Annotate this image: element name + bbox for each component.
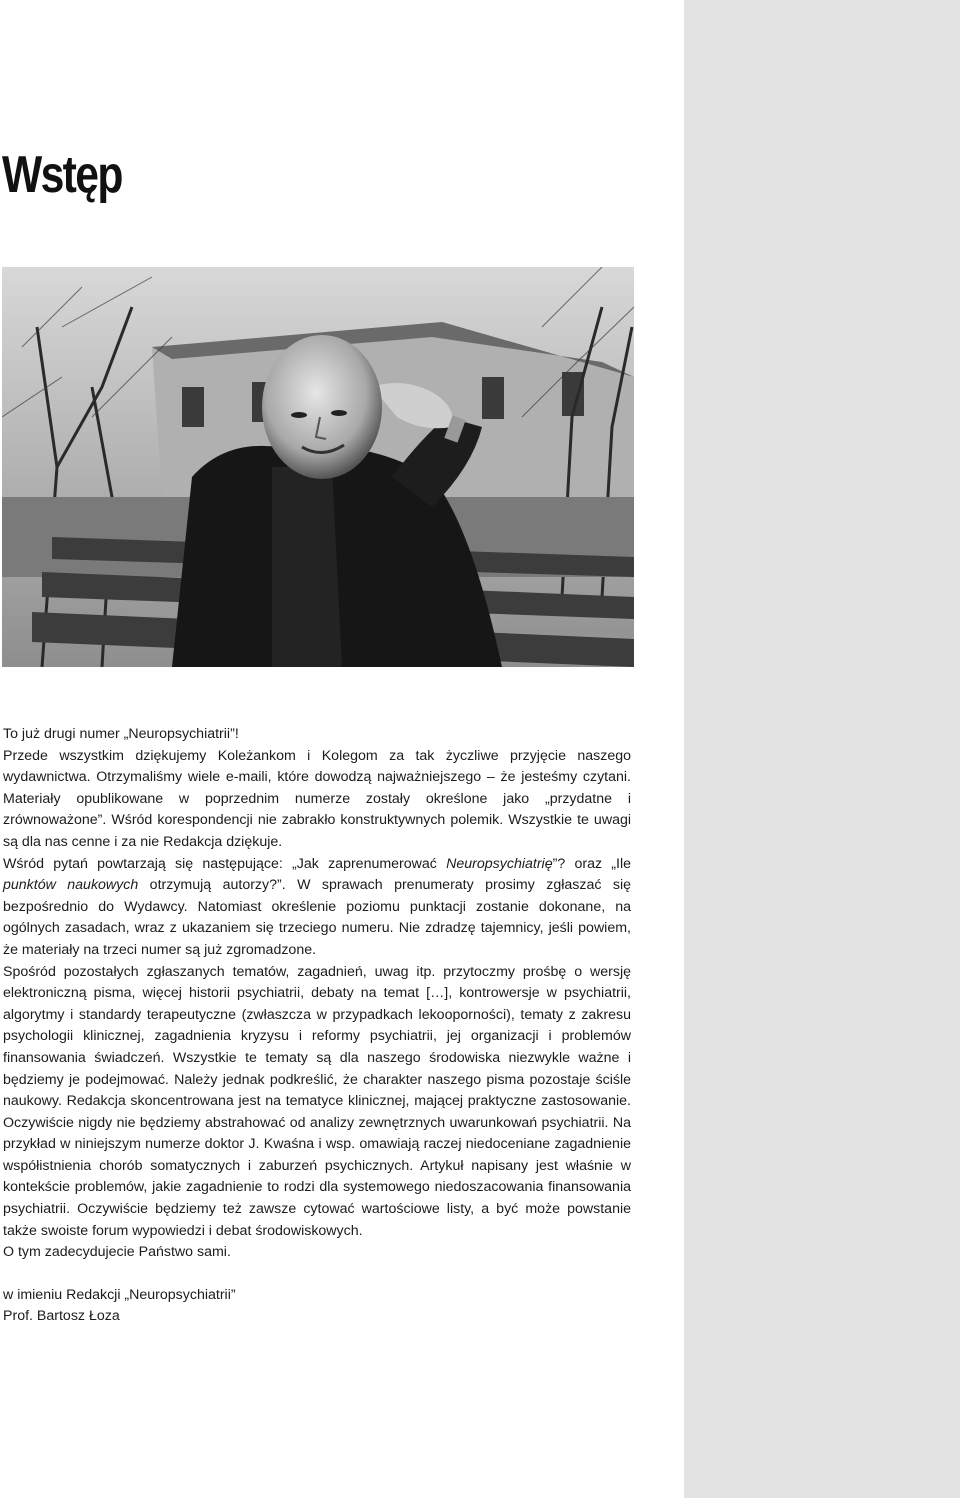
article-body [3, 724, 631, 1328]
portrait-image [2, 267, 634, 667]
paragraph: O tym zadecydujecie Państwo sami. [3, 1244, 231, 1261]
paragraph: To już drugi numer „Neuropsychiatrii”! [3, 726, 239, 742]
text-span: otrzymują autorzy?”. W sprawach prenumeraty prosimy zgłaszać się bezpośrednio do Wydawcy. Natomiast określenie poziomu punktacji zostanie dokonane, na ogólnych zasadach, wraz z ukazaniem się trzeciego numeru. Nie zdradzę tajemnicy, jeśli powiem, że materiały na trzeci numer są już zgromadzone. [3, 877, 631, 958]
paragraph [3, 854, 631, 962]
italic-phrase: punktów naukowych [3, 877, 139, 894]
text-span: Wśród pytań powtarzają się następujące: „Jak zaprenumerować [3, 855, 447, 872]
paragraph: Spośród pozostałych zgłaszanych tematów, zagadnień, uwag itp. przytoczmy prośbę o wersję elektroniczną pisma, więcej historii psychiatrii, debaty na temat […], kontrowersje w psychiatrii, algorytmy i standardy terapeutyczne (zwłaszcza w przypadkach lekooporności), tematy z zakresu psychologii klinicznej, zagadnienia kryzysu i reformy psychiatrii, jej organizacji i problemów finansowania świadczeń. Wszystkie te tematy są dla naszego środowiska niezwykle ważne i będziemy je podejmować. Należy jednak podkreślić, że charakter naszego pisma pozostaje ściśle naukowy. Redakcja skoncentrowana jest na tematyce klinicznej, mającej praktyczne zastosowanie. Oczywiście nigdy nie będziemy abstrahować od analizy zewnętrznych uwarunkowań psychiatrii. Na przykład w niniejszym numerze doktor J. Kwaśna i wsp. omawiają raczej niedoceniane zagadnienie współistnienia chorób somatycznych i zaburzeń psychicznych. Artykuł napisany jest właśnie w kontekście problemów, jakie zagadnienie to rodzi dla systemowego niedoszacowania finansowania psychiatrii. Oczywiście będziemy też zawsze cytować wartościowe listy, a być może powstanie także swoiste forum wypowiedzi i debat środowiskowych. [3, 963, 631, 1239]
portrait-photo [2, 267, 634, 667]
signature-author: Prof. Bartosz Łoza [3, 1308, 120, 1325]
signature-line: w imieniu Redakcji „Neuropsychiatrii” [3, 1286, 236, 1303]
paragraph: Przede wszystkim dziękujemy Koleżankom i Kolegom za tak życzliwe przyjęcie naszego wydawnictwa. Otrzymaliśmy wiele e-maili, które dowodzą najważniejszego – że jesteśmy czytani. Materiały opublikowane w poprzednim numerze zostały określone jako „przydatne i zrównoważone”. Wśród korespondencji nie zabrakło konstruktywnych polemik. Wszystkie te uwagi są dla nas cenne i za nie Redakcja dziękuje. [3, 747, 631, 850]
journal-name-italic: Neuropsychiatrię [446, 855, 553, 872]
text-span: ”? oraz „Ile [552, 855, 631, 872]
side-margin-panel [684, 0, 960, 1498]
page-title: Wstęp [2, 146, 122, 204]
